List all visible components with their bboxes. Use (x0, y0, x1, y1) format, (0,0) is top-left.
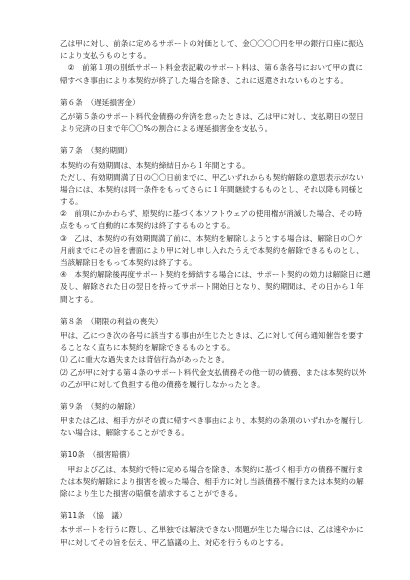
article-title: 第７条 （契約期間） (60, 146, 133, 156)
intro-paragraph (60, 38, 364, 87)
text-line: 間とする。 (60, 294, 98, 304)
article-9 (60, 401, 364, 440)
article-7 (60, 145, 371, 305)
text-line: ⑵ 乙が甲に対する第４条のサポート料代金支払債務その他一切の債務、または本契約以外 (60, 367, 367, 377)
text-line: より完済の日まで年〇〇%の割合による遅延損害金を支払う。 (60, 124, 273, 134)
text-line: たは本契約解除により損害を被った場合、相手方に対し当該債務不履行または本契約の解 (60, 476, 364, 486)
text-line: ない場合は、解除することができる。 (60, 428, 190, 438)
text-line: ③ 乙は、本契約の有効期間満了前に、本契約を解除しようとする場合は、解除日の〇ケ (60, 233, 363, 243)
text-line: 甲または乙は、相手方がその責に帰すべき事由により、本契約の条項のいずれかを履行し (60, 416, 364, 426)
article-10 (60, 449, 364, 500)
text-line: 乙は甲に対し、前条に定めるサポートの対価として、金〇〇〇〇円を甲の銀行口座に振込 (60, 39, 364, 48)
text-line: 月前までにその旨を書面により甲に対し申し入れたうえで本契約を解除できるものとし、 (60, 245, 364, 255)
text-line: ることなく直ちに本契約を解除できるものとする。 (60, 343, 235, 353)
text-line: の乙が甲に対して負担する他の債務を履行しなかったとき。 (60, 379, 265, 389)
text-line: 甲および乙は、本契約で特に定める場合を除き、本契約に基づく相手方の債務不履行ま (60, 464, 364, 474)
article-title: 第８条 （期限の利益の喪失） (60, 316, 163, 326)
text-line: ⑴ 乙に重大な過失または背信行為があったとき。 (60, 355, 230, 365)
text-line: ② 前項にかかわらず、原契約に基づく本ソフトウェアの使用権が消滅した場合、その時 (60, 209, 363, 219)
text-line: 本サポートを行うに際し、乙単独では解決できない問題が生じた場合には、乙は速やかに (60, 525, 364, 535)
text-line: 乙が第５条のサポート料代金債務の弁済を怠ったときは、乙は甲に対し、支払期日の翌日 (60, 111, 364, 121)
article-11 (60, 510, 364, 549)
document-body (60, 38, 371, 559)
text-line: 本契約の有効期間は、本契約締結日から１年間とする。 (60, 160, 250, 170)
article-title: 第10条 （損害賠償） (60, 450, 135, 460)
text-line: 場合には、本契約は同一条件をもってさらに１年間継続するものとし、それ以降も同様と (60, 184, 364, 194)
text-line: ただし、有効期間満了日の〇〇日前までに、甲乙いずれからも契約解除の意思表示がない (60, 172, 364, 182)
text-line: 点をもって自動的に本契約は終了するものとする。 (60, 221, 235, 231)
text-line: 当該解除日をもって本契約は終了する。 (60, 258, 197, 267)
text-line: 甲は、乙につき次の各号に該当する事由が生じたときは、乙に対して何ら通知催告を要す (60, 330, 364, 340)
text-line: 及し、解除された日の翌日を持ってサポート開始日となり、契約期間は、その日から１年 (60, 282, 364, 292)
text-line: ④ 本契約解除後再度サポート契約を締結する場合には、サポート契約の効力は解除日に遡 (60, 270, 371, 280)
article-title: 第９条 （契約の解除） (60, 401, 140, 411)
text-line: する。 (60, 197, 83, 207)
text-line: により支払うものとする。 (60, 51, 152, 61)
article-title: 第６条 （遅延損害金） (60, 97, 140, 107)
text-line: 除により生じた損害の賠償を請求することができる。 (60, 489, 243, 498)
article-6 (60, 97, 364, 136)
article-8 (60, 316, 367, 391)
text-line: 帰すべき事由により本契約が終了した場合を除き、これに返還されないものとする。 (60, 75, 349, 85)
text-line: ② 前第１項の別紙サポート料金表記載のサポート料は、第６条各号において甲の責に (60, 63, 363, 73)
article-title: 第11条 （協 議） (60, 511, 127, 521)
text-line: 甲に対してその旨を伝え、甲乙協議の上、対応を行うものとする。 (60, 537, 289, 547)
